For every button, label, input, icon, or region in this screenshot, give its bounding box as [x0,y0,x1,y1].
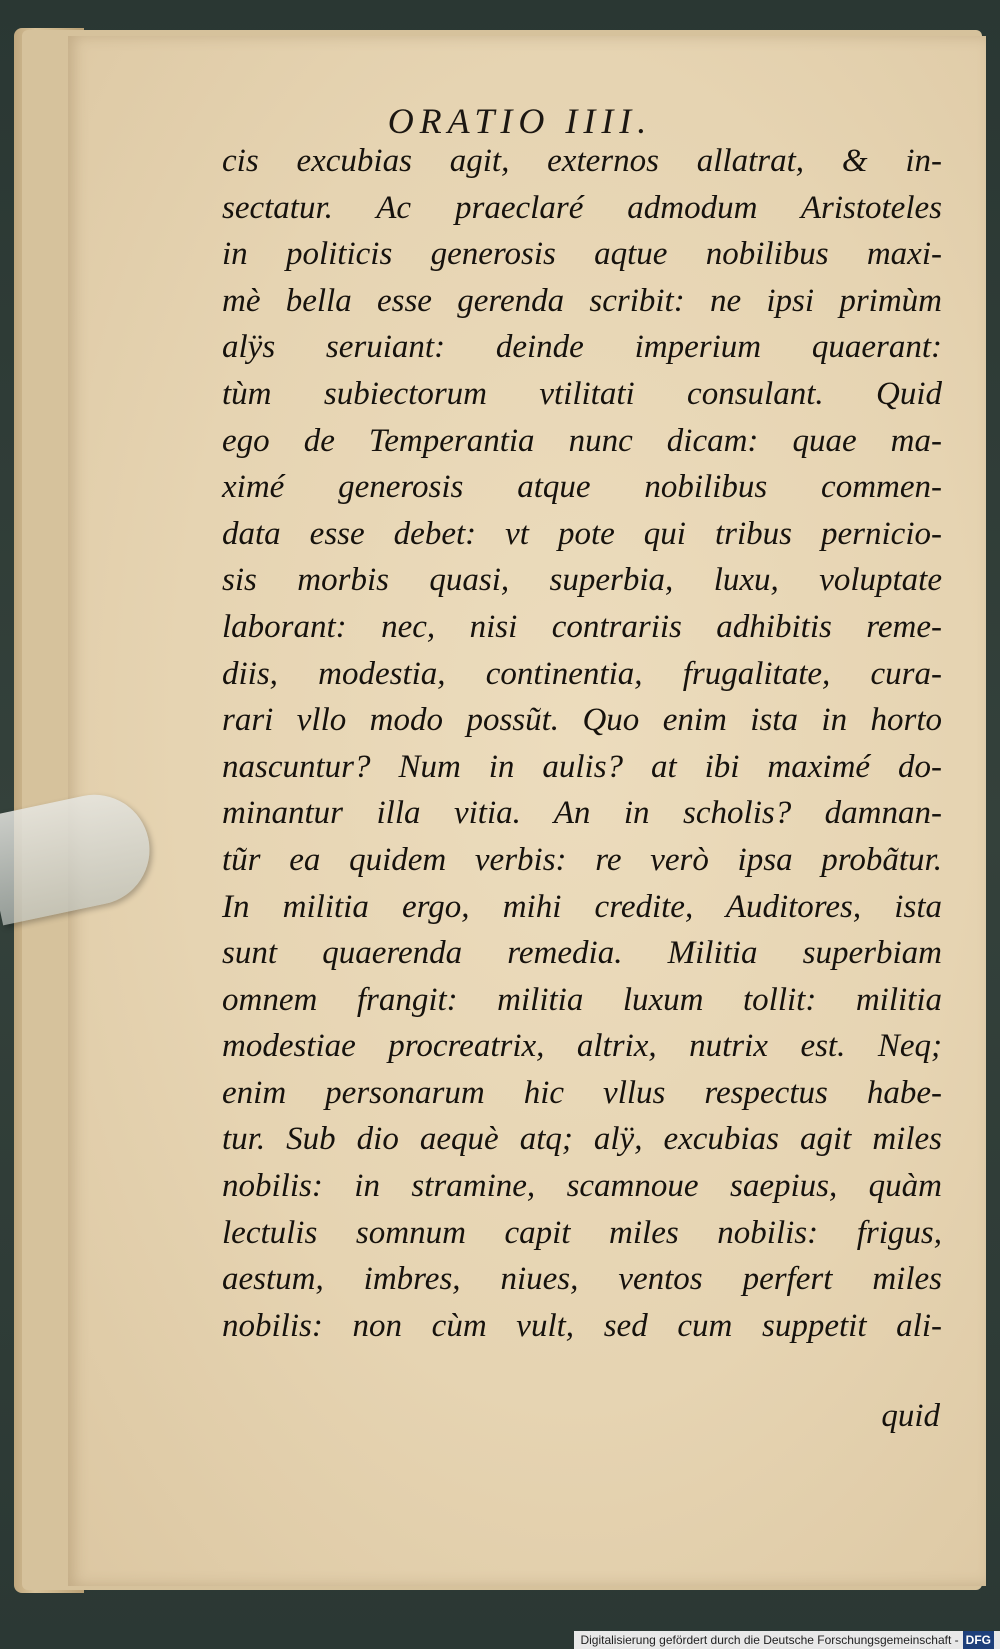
text-line: minantur illa vitia. An in scholis? damnan- [222,795,942,832]
text-line: In militia ergo, mihi credite, Auditores, ista [222,888,942,925]
text-line: tùm subiectorum vtilitati consulant. Quid [222,375,942,412]
text-line: omnem frangit: militia luxum tollit: militia [222,981,942,1018]
credit-text: Digitalisierung gefördert durch die Deutsche Forschungsgemeinschaft - [580,1633,959,1647]
text-line: sis morbis quasi, superbia, luxu, voluptate [222,562,942,599]
text-line: mè bella esse gerenda scribit: ne ipsi primùm [222,282,942,319]
text-line: lectulis somnum capit miles nobilis: frigus, [222,1214,942,1251]
text-line: nobilis: non cùm vult, sed cum suppetit ali- [222,1307,942,1344]
text-line: sunt quaerenda remedia. Militia superbiam [222,935,942,972]
text-line: ximé generosis atque nobilibus commen- [222,469,942,506]
text-line: data esse debet: vt pote qui tribus pernicio- [222,515,942,552]
dfg-logo: DFG [963,1631,994,1649]
text-line: tur. Sub dio aequè atq; alÿ, excubias agit miles [222,1121,942,1158]
catchword: quid [881,1398,940,1434]
text-line: tũr ea quidem verbis: re verò ipsa probãtur. [222,841,942,878]
text-line: nascuntur? Num in aulis? at ibi maximé do- [222,748,942,785]
page-header: ORATIO IIII. [387,101,653,141]
text-line: aestum, imbres, niues, ventos perfert miles [222,1261,942,1298]
text-line: laborant: nec, nisi contrariis adhibitis reme- [222,608,942,645]
body-text [222,138,942,1349]
text-line: enim personarum hic vllus respectus habe- [222,1074,942,1111]
text-line: nobilis: in stramine, scamnoue saepius, quàm [222,1168,942,1205]
text-line: sectatur. Ac praeclaré admodum Aristoteles [222,189,942,226]
text-line: rari vllo modo possũt. Quo enim ista in horto [222,702,942,739]
text-line: alÿs seruiant: deinde imperium quaerant: [222,329,942,366]
text-line: cis excubias agit, externos allatrat, & in- [222,143,942,179]
text-line: modestiae procreatrix, altrix, nutrix est. Neq; [222,1028,942,1065]
text-line: ego de Temperantia nunc dicam: quae ma- [222,422,942,459]
text-line: in politicis generosis aqtue nobilibus maxi- [222,236,942,273]
digitization-credit [574,1631,1000,1649]
text-line: diis, modestia, continentia, frugalitate, cura- [222,655,942,692]
